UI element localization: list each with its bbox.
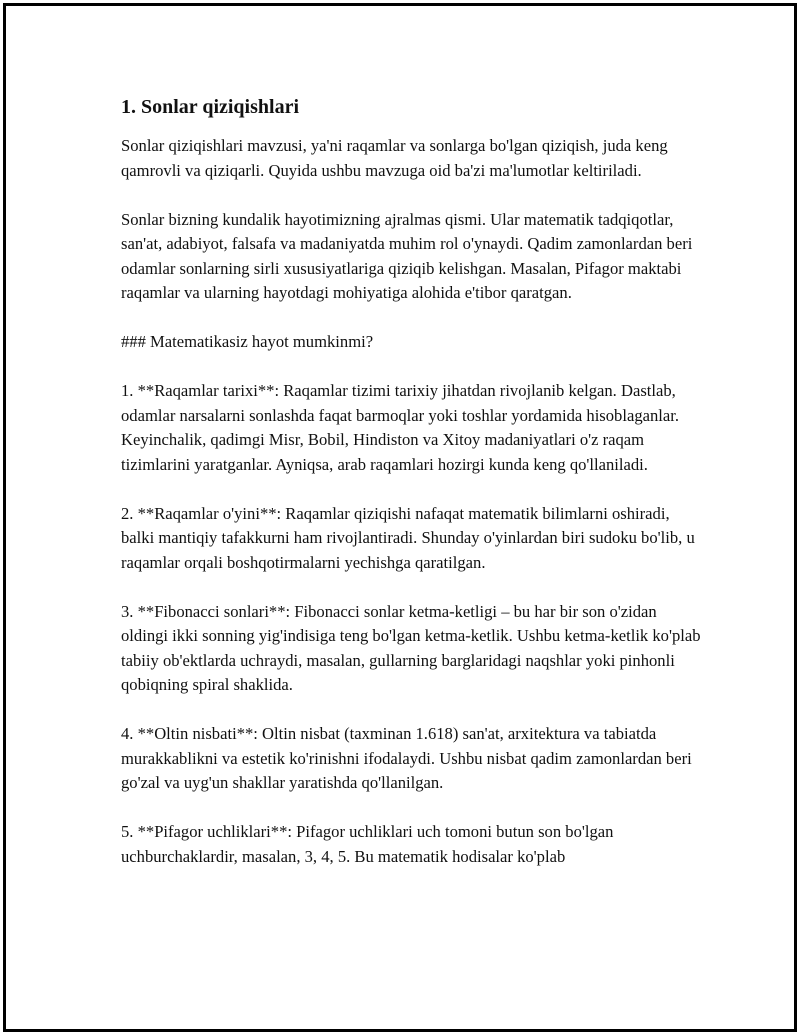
paragraph-item-1: 1. **Raqamlar tarixi**: Raqamlar tizimi tarixiy jihatdan rivojlanib kelgan. Dastlab, odamlar narsalarni sonlashda faqat barmoqlar yoki toshlar yordamida hisoblaganlar. Keyinchalik, qadimgi Misr, Bobil, Hindiston va Xitoy madaniyatlari o'z raqam tizimlarini yaratganlar. Ayniqsa, arab raqamlari hozirgi kunda keng qo'llaniladi.	[121, 381, 680, 474]
paragraph-item-2: 2. **Raqamlar o'yini**: Raqamlar qiziqishi nafaqat matematik bilimlarni oshiradi, balki mantiqiy tafakkurni ham rivojlantiradi. Shunday o'yinlardan biri sudoku bo'lib, u raqamlar orqali boshqotirmalarni yechishga qaratilgan.	[121, 503, 695, 572]
paragraph-intro: Sonlar qiziqishlari mavzusi, ya'ni raqamlar va sonlarga bo'lgan qiziqish, juda keng qamrovli va qiziqarli. Quyida ushbu mavzuga oid ba'zi ma'lumotlar keltiriladi.	[121, 136, 668, 180]
paragraph-item-3: 3. **Fibonacci sonlari**: Fibonacci sonlar ketma-ketligi – bu har bir son o'zidan oldingi ikki sonning yig'indisiga teng bo'lgan ketma-ketlik. Ushbu ketma-ketlik ko'plab tabiiy ob'ektlarda uchraydi, masalan, gullarning barglaridagi naqshlar yoki pinhonli qobiqning spiral shaklida.	[121, 601, 701, 694]
paragraph-item-5: 5. **Pifagor uchliklari**: Pifagor uchliklari uch tomoni butun son bo'lgan uchburchaklardir, masalan, 3, 4, 5. Bu matematik hodisalar ko'plab	[121, 822, 614, 866]
paragraph-item-4: 4. **Oltin nisbati**: Oltin nisbat (taxminan 1.618) san'at, arxitektura va tabiatda murakkablikni va estetik ko'rinishni ifodalaydi. Ushbu nisbat qadim zamonlardan beri go'zal va uyg'un shakllar yaratishda qo'llanilgan.	[121, 724, 692, 792]
paragraph-daily-life: Sonlar bizning kundalik hayotimizning ajralmas qismi. Ular matematik tadqiqotlar, san'at, adabiyot, falsafa va madaniyatda muhim rol o'ynaydi. Qadim zamonlardan beri odamlar sonlarning sirli xususiyatlariga qiziqib kelishgan. Masalan, Pifagor maktabi raqamlar va ularning hayotdagi mohiyatiga alohida e'tibor qaratgan.	[121, 209, 693, 302]
paragraph-subheading: ### Matematikasiz hayot mumkinmi?	[121, 332, 374, 351]
document-body	[121, 94, 706, 894]
document-title: 1. Sonlar qiziqishlari	[121, 96, 300, 118]
page-frame	[3, 3, 797, 1032]
